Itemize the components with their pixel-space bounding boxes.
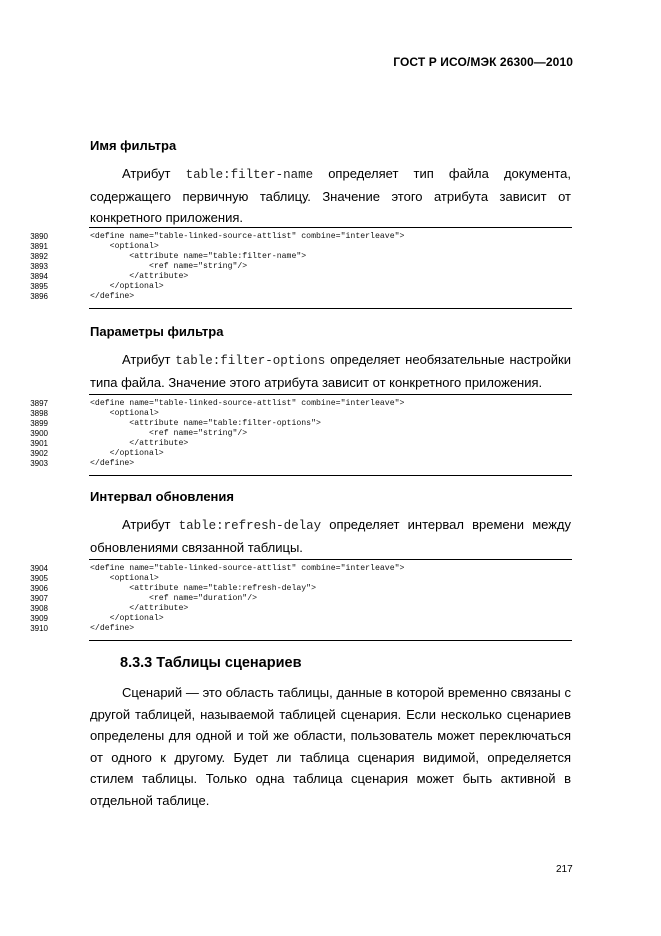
code-text: <define name="table-linked-source-attlist" combine="interleave"> [90, 232, 405, 241]
code-text: </optional> [90, 282, 164, 291]
code-rule-top [89, 394, 572, 395]
line-number: 3905 [30, 574, 48, 583]
code-text: <define name="table-linked-source-attlist" combine="interleave"> [90, 564, 405, 573]
line-number: 3909 [30, 614, 48, 623]
para-lead: Атрибут [122, 166, 171, 181]
line-number: 3904 [30, 564, 48, 573]
attribute-name: table:filter-name [185, 168, 314, 182]
line-number: 3897 [30, 399, 48, 408]
line-number: 3901 [30, 439, 48, 448]
code-text: </optional> [90, 614, 164, 623]
code-text: <attribute name="table:filter-name"> [90, 252, 307, 261]
code-text: <attribute name="table:refresh-delay"> [90, 584, 317, 593]
section-heading-filter-name: Имя фильтра [90, 138, 177, 153]
code-rule-top [89, 227, 572, 228]
para-lead: Атрибут [122, 352, 171, 367]
line-number: 3895 [30, 282, 48, 291]
code-text: <attribute name="table:filter-options"> [90, 419, 321, 428]
code-text: </attribute> [90, 439, 189, 448]
code-rule-bottom [89, 640, 572, 641]
line-number: 3899 [30, 419, 48, 428]
subsection-heading: 8.3.3 Таблицы сценариев [120, 655, 302, 671]
code-rule-bottom [89, 308, 572, 309]
attribute-name: table:refresh-delay [178, 519, 322, 533]
line-number: 3900 [30, 429, 48, 438]
line-number: 3894 [30, 272, 48, 281]
code-text: </define> [90, 624, 135, 633]
code-rule-top [89, 559, 572, 560]
section-paragraph-filter-name [90, 163, 571, 228]
para-rest: определяет тип файла документа, содержащего первичную таблицу. Значение этого атрибута зависит от конкретного приложения. [90, 166, 571, 225]
line-number: 3907 [30, 594, 48, 603]
line-number: 3892 [30, 252, 48, 261]
line-number: 3898 [30, 409, 48, 418]
line-number: 3890 [30, 232, 48, 241]
line-number: 3908 [30, 604, 48, 613]
section-heading-refresh-delay: Интервал обновления [90, 489, 234, 504]
code-text: <define name="table-linked-source-attlist" combine="interleave"> [90, 399, 405, 408]
section-paragraph-filter-options [90, 349, 571, 393]
line-number: 3903 [30, 459, 48, 468]
attribute-name: table:filter-options [175, 354, 326, 368]
line-number: 3891 [30, 242, 48, 251]
standard-header: ГОСТ Р ИСО/МЭК 26300—2010 [393, 55, 573, 69]
page-number: 217 [556, 864, 573, 875]
subsection-paragraph: Сценарий — это область таблицы, данные в которой временно связаны с другой таблицей, называемой таблицей сценария. Если несколько сценариев определены для одной и той же области, пользователь может переключаться от одного к другому. Будет ли таблица сценария видимой, определяется стилем таблицы. Только одна таблица сценария может быть активной в отдельной таблице. [90, 685, 571, 808]
code-text: <ref name="string"/> [90, 262, 248, 271]
code-text: <optional> [90, 409, 159, 418]
para-rest: определяет интервал времени между обновлениями связанной таблицы. [90, 517, 571, 555]
para-rest: определяет необязательные настройки типа файла. Значение этого атрибута зависит от конкретного приложения. [90, 352, 571, 390]
para-lead: Атрибут [122, 517, 171, 532]
code-text: </define> [90, 459, 135, 468]
line-number: 3910 [30, 624, 48, 633]
code-rule-bottom [89, 475, 572, 476]
code-text: </optional> [90, 449, 164, 458]
code-block-refresh-delay [30, 559, 572, 641]
code-text: </define> [90, 292, 135, 301]
code-block-filter-options [30, 394, 572, 476]
code-text: </attribute> [90, 604, 189, 613]
code-text: <optional> [90, 242, 159, 251]
code-text: </attribute> [90, 272, 189, 281]
code-text: <optional> [90, 574, 159, 583]
line-number: 3893 [30, 262, 48, 271]
line-number: 3906 [30, 584, 48, 593]
line-number: 3902 [30, 449, 48, 458]
section-heading-filter-options: Параметры фильтра [90, 324, 224, 339]
line-number: 3896 [30, 292, 48, 301]
code-block-filter-name [30, 227, 572, 309]
code-text: <ref name="string"/> [90, 429, 248, 438]
section-paragraph-refresh-delay [90, 514, 571, 558]
code-text: <ref name="duration"/> [90, 594, 258, 603]
